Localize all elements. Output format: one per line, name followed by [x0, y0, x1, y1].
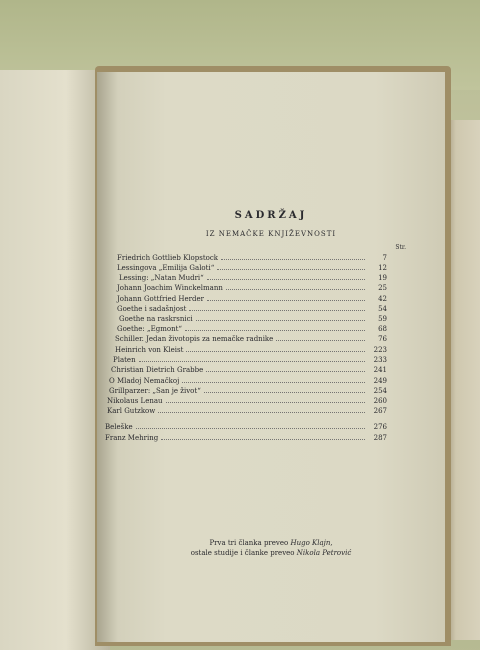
toc-entry-page: 25	[378, 284, 387, 292]
credit-line-1-name: Hugo Klajn,	[290, 539, 333, 547]
credit-line-2-prefix: ostale studije i članke preveo	[190, 549, 295, 557]
toc-entry	[117, 262, 387, 272]
book-page	[97, 72, 445, 642]
toc-leader-dots	[136, 428, 365, 429]
toc-entry-page: 68	[378, 325, 387, 333]
page-column-label: Str.	[395, 244, 406, 251]
toc-entry-title: Heinrich von Kleist	[115, 346, 184, 354]
toc-entry-page: 287	[373, 434, 387, 442]
toc-entry-page: 19	[378, 274, 387, 282]
toc-entry-title: Lessingova „Emilija Galoti“	[117, 264, 215, 272]
toc-entry	[113, 354, 387, 364]
toc-entry	[105, 421, 387, 431]
toc-entry	[117, 293, 387, 303]
toc-entry-title: Johann Gottfried Herder	[117, 295, 204, 303]
credit-line-2-name: Nikola Petrović	[296, 549, 352, 557]
toc-entry	[115, 333, 387, 343]
credit-line-1-prefix: Prva tri članka preveo	[209, 539, 289, 547]
toc-entry	[109, 375, 387, 385]
toc-leader-dots	[221, 259, 365, 260]
table-of-contents	[97, 72, 445, 642]
toc-entry-title: Beleške	[105, 423, 133, 431]
toc-entry-page: 223	[373, 346, 387, 354]
toc-entry-page: 267	[373, 407, 387, 415]
toc-heading: SADRŽAJ	[234, 210, 308, 221]
toc-entry-title: Goethe i sadašnjost	[117, 305, 187, 313]
toc-entry	[117, 323, 387, 333]
toc-leader-dots	[276, 340, 365, 341]
toc-leader-dots	[207, 300, 365, 301]
toc-entry	[119, 272, 387, 282]
toc-leader-dots	[189, 310, 365, 311]
toc-entry-page: 7	[382, 254, 387, 262]
toc-leader-dots	[185, 330, 365, 331]
toc-entry	[109, 385, 387, 395]
toc-entry-page: 42	[378, 295, 387, 303]
toc-entry-page: 59	[378, 315, 387, 323]
toc-entry-page: 241	[373, 366, 387, 374]
toc-leader-dots	[166, 402, 365, 403]
toc-leader-dots	[206, 371, 365, 372]
toc-subheading: IZ NEMAČKE KNJIŽEVNOSTI	[205, 230, 337, 238]
toc-entry-title: Christian Dietrich Grabbe	[111, 366, 204, 374]
credit-line-2	[97, 548, 445, 558]
toc-entry-title: Johann Joachim Winckelmann	[117, 284, 223, 292]
toc-entry	[115, 344, 387, 354]
toc-leader-dots	[182, 382, 365, 383]
toc-entry-title: Goethe: „Egmont“	[117, 325, 182, 333]
toc-entry-page: 12	[378, 264, 387, 272]
toc-entry	[107, 405, 387, 415]
toc-entry-page: 54	[378, 305, 387, 313]
toc-leader-dots	[158, 412, 365, 413]
toc-leader-dots	[204, 392, 365, 393]
toc-entry-page: 249	[373, 377, 387, 385]
toc-entry-page: 276	[373, 423, 387, 431]
toc-leader-dots	[226, 289, 365, 290]
toc-entry-title: Lessing: „Natan Mudri“	[119, 274, 204, 282]
toc-entry	[107, 395, 387, 405]
toc-entry-title: Karl Gutzkow	[107, 407, 156, 415]
toc-entry-title: Friedrich Gottlieb Klopstock	[117, 254, 219, 262]
credit-line-1	[97, 538, 445, 548]
toc-entry	[105, 432, 387, 442]
translator-credits	[97, 538, 445, 558]
toc-leader-dots	[139, 361, 365, 362]
toc-entry	[117, 252, 387, 262]
toc-leader-dots	[207, 279, 365, 280]
toc-entry	[117, 282, 387, 292]
toc-entry	[111, 364, 387, 374]
toc-leader-dots	[217, 269, 365, 270]
left-book-page	[0, 70, 110, 650]
toc-entry-title: Platen	[113, 356, 136, 364]
toc-leader-dots	[196, 320, 365, 321]
toc-leader-dots	[161, 439, 365, 440]
toc-entry-title: Nikolaus Lenau	[107, 397, 163, 405]
toc-entry-title: Goethe na raskrsnici	[119, 315, 193, 323]
toc-entry	[117, 303, 387, 313]
toc-entry-page: 260	[373, 397, 387, 405]
toc-entry-page: 233	[373, 356, 387, 364]
toc-entry-title: Grillparzer: „San je život“	[109, 387, 201, 395]
toc-leader-dots	[186, 351, 365, 352]
toc-entry-title: O Mladoj Nemačkoj	[109, 377, 180, 385]
toc-entry-title: Schiller. Jedan životopis za nemačke radnike	[115, 335, 274, 343]
toc-entry-title: Franz Mehring	[105, 434, 159, 442]
toc-entry-page: 254	[373, 387, 387, 395]
toc-entry-page: 76	[378, 335, 387, 343]
toc-entry	[119, 313, 387, 323]
